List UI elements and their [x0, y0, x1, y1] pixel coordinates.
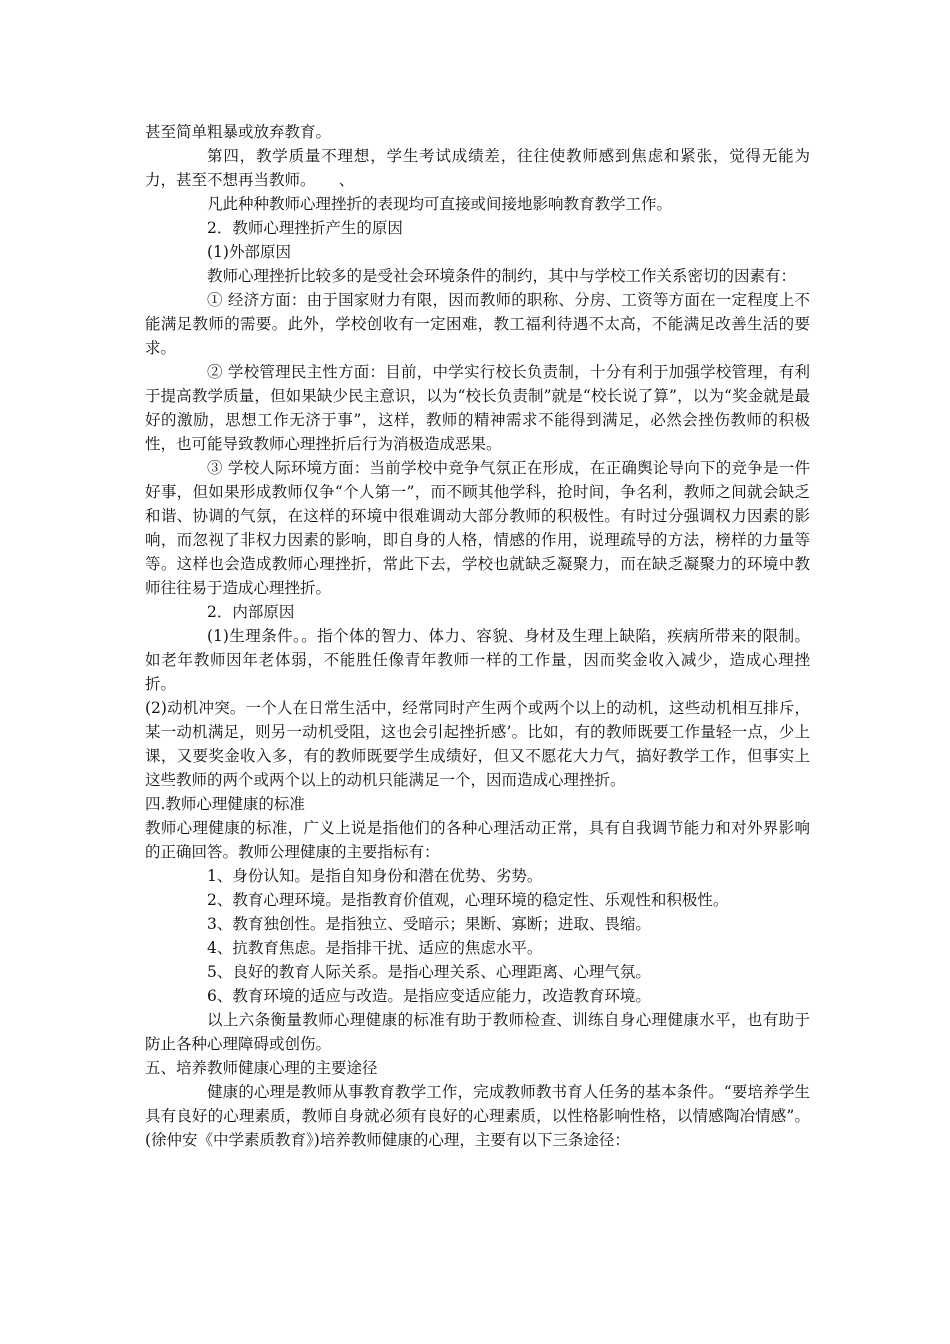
paragraph: (2)动机冲突。一个人在日常生活中，经常同时产生两个或两个以上的动机，这些动机相互排斥，某一动机满足，则另一动机受阻，这也会引起挫折感’。比如，有的教师既要工作量轻一点，少上课，又要奖金收入多，有的教师既要学生成绩好，但又不愿花大力气，搞好教学工作，但事实上这些教师的两个或两个以上的动机只能满足一个，因而造成心理挫折。: [145, 699, 810, 789]
paragraph: 甚至简单粗暴或放弃教育。: [145, 123, 332, 141]
paragraph: 教师心理挫折比较多的是受社会环境条件的制约，其中与学校工作关系密切的因素有：: [207, 267, 797, 285]
paragraph: ③ 学校人际环境方面：当前学校中竞争气氛正在形成，在正确舆论导向下的竞争是一件好事，但如果形成教师仅争“个人第一”，而不顾其他学科，抢时间，争名利，教师之间就会缺乏和谐、协调的气氛，在这样的环境中很难调动大部分教师的积极性。有时过分强调权力因素的影响，而忽视了非权力因素的影响，即自身的人格，情感的作用，说理疏导的方法，榜样的力量等等。这样也会造成教师心理挫折，常此下去，学校也就缺乏凝聚力，而在缺乏凝聚力的环境中教师往往易于造成心理挫折。: [145, 459, 810, 597]
paragraph: 2、教育心理环境。是指教育价值观，心理环境的稳定性、乐观性和积极性。: [207, 891, 729, 909]
paragraph: 五、培养教师健康心理的主要途径: [145, 1059, 378, 1077]
paragraph: 2．内部原因: [207, 603, 295, 621]
paragraph: 凡此种种教师心理挫折的表现均可直接或间接地影响教育教学工作。: [207, 195, 673, 213]
paragraph: (1)外部原因: [207, 243, 291, 261]
paragraph: 教师心理健康的标准，广义上说是指他们的各种心理活动正常，具有自我调节能力和对外界影响的正确回答。教师公理健康的主要指标有：: [145, 819, 810, 861]
paragraph: 1、身份认知。是指自知身份和潜在优势、劣势。: [207, 867, 543, 885]
paragraph: 四.教师心理健康的标准: [145, 795, 305, 813]
paragraph: (1)生理条件。。指个体的智力、体力、容貌、身材及生理上缺陷，疾病所带来的限制。如老年教师因年老体弱，不能胜任像青年教师一样的工作量，因而奖金收入减少，造成心理挫折。: [145, 627, 810, 693]
paragraph: 2．教师心理挫折产生的原因: [207, 219, 403, 237]
paragraph: 4、抗教育焦虑。是指排干扰、适应的焦虑水平。: [207, 939, 543, 957]
paragraph: 5、良好的教育人际关系。是指心理关系、心理距离、心理气氛。: [207, 963, 651, 981]
paragraph: 以上六条衡量教师心理健康的标准有助于教师检查、训练自身心理健康水平，也有助于防止各种心理障碍或创伤。: [145, 1011, 810, 1053]
paragraph: 第四，教学质量不理想，学生考试成绩差，往往使教师感到焦虑和紧张，觉得无能为力，甚至不想再当教师。 、: [145, 147, 810, 189]
paragraph: 3、教育独创性。是指独立、受暗示；果断、寡断；进取、畏缩。: [207, 915, 651, 933]
paragraph: ① 经济方面：由于国家财力有限，因而教师的职称、分房、工资等方面在一定程度上不能满足教师的需要。此外，学校创收有一定困难，教工福利待遇不太高，不能满足改善生活的要求。: [145, 291, 810, 357]
paragraph: 健康的心理是教师从事教育教学工作，完成教师教书育人任务的基本条件。“要培养学生具有良好的心理素质，教师自身就必须有良好的心理素质，以性格影响性格，以情感陶冶情感”。(徐仲安《中学素质教育》)培养教师健康的心理，主要有以下三条途径：: [145, 1083, 810, 1149]
paragraph: 6、教育环境的适应与改造。是指应变适应能力，改造教育环境。: [207, 987, 651, 1005]
document-body: [145, 120, 810, 1152]
paragraph: ② 学校管理民主性方面：目前，中学实行校长负责制，十分有利于加强学校管理，有利于提高教学质量，但如果缺少民主意识，以为“校长负责制”就是“校长说了算”，以为“奖金就是最好的激励，思想工作无济于事”，这样，教师的精神需求不能得到满足，必然会挫伤教师的积极性，也可能导致教师心理挫折后行为消极造成恶果。: [145, 363, 810, 453]
